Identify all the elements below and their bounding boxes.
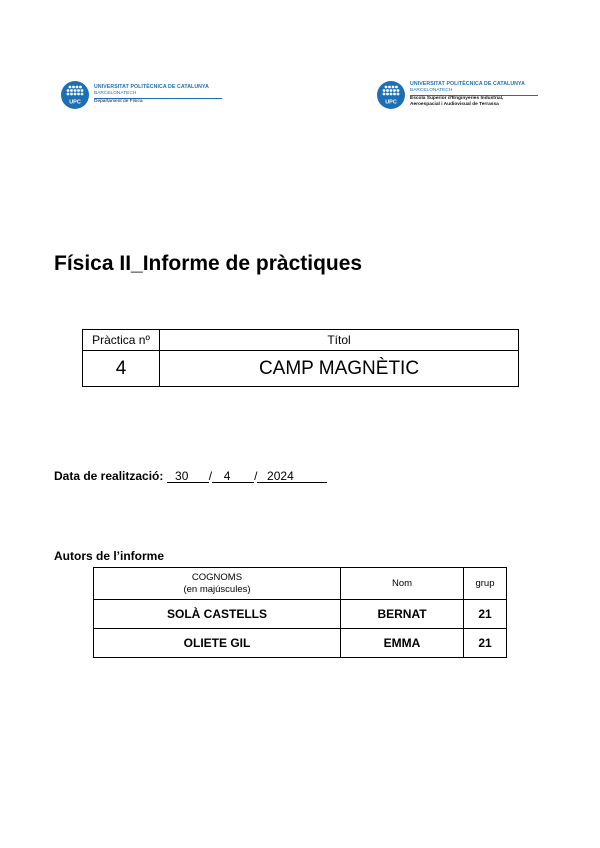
practice-title-header: Títol: [160, 330, 519, 351]
table-row: [94, 629, 507, 658]
upc-seal-icon: [377, 81, 405, 109]
name-header: Nom: [341, 568, 464, 600]
surnames-header-label: COGNOMS: [191, 571, 243, 583]
upc-seal-icon: [61, 81, 89, 109]
university-name: UNIVERSITAT POLITÈCNICA DE CATALUNYA: [410, 81, 525, 88]
author-group: 21: [464, 629, 507, 658]
date-gap: [197, 470, 209, 483]
department-name: Departament de Física: [94, 99, 143, 105]
date-line: [54, 469, 327, 483]
university-brand: BARCELONATECH: [94, 91, 137, 97]
authors-table-header: [94, 568, 507, 600]
seal-text: UPC: [385, 99, 397, 106]
school-name-line2: Aeroespacial i Audiovisual de Terrassa: [410, 101, 499, 107]
author-surnames: SOLÀ CASTELLS: [94, 600, 341, 629]
author-name: EMMA: [341, 629, 464, 658]
surnames-header-note: (en majúscules): [183, 583, 251, 595]
table-row: [94, 600, 507, 629]
authors-label: Autors de l’informe: [54, 549, 165, 563]
author-group: 21: [464, 600, 507, 629]
practice-table-row: [83, 351, 519, 387]
practice-number: 4: [83, 351, 160, 387]
date-separator: /: [254, 469, 258, 483]
document-title: Física II_Informe de pràctiques: [54, 252, 363, 275]
surnames-header: [94, 568, 341, 600]
group-header: grup: [464, 568, 507, 600]
date-year: 2024: [257, 470, 303, 483]
authors-table: [93, 567, 507, 658]
upc-eseiaat-logo: [377, 81, 538, 109]
date-separator: /: [208, 469, 213, 483]
practice-title: CAMP MAGNÈTIC: [160, 351, 519, 387]
date-label: Data de realització:: [54, 469, 164, 483]
school-name-line1: Escola Superior d'Enginyeries Industrial,: [410, 96, 504, 102]
date-gap: [242, 470, 254, 483]
author-surnames: OLIETE GIL: [94, 629, 341, 658]
date-month: 4: [212, 470, 242, 483]
seal-text: UPC: [69, 99, 81, 106]
author-name: BERNAT: [341, 600, 464, 629]
practice-table-header: [83, 330, 519, 351]
practice-table: [82, 329, 519, 387]
date-day: 30: [167, 470, 197, 483]
upc-physics-department-logo: [61, 81, 222, 109]
university-brand: BARCELONATECH: [410, 88, 453, 94]
university-name: UNIVERSITAT POLITÈCNICA DE CATALUNYA: [94, 84, 209, 91]
date-gap: [303, 470, 327, 483]
practice-number-header: Pràctica nº: [83, 330, 160, 351]
